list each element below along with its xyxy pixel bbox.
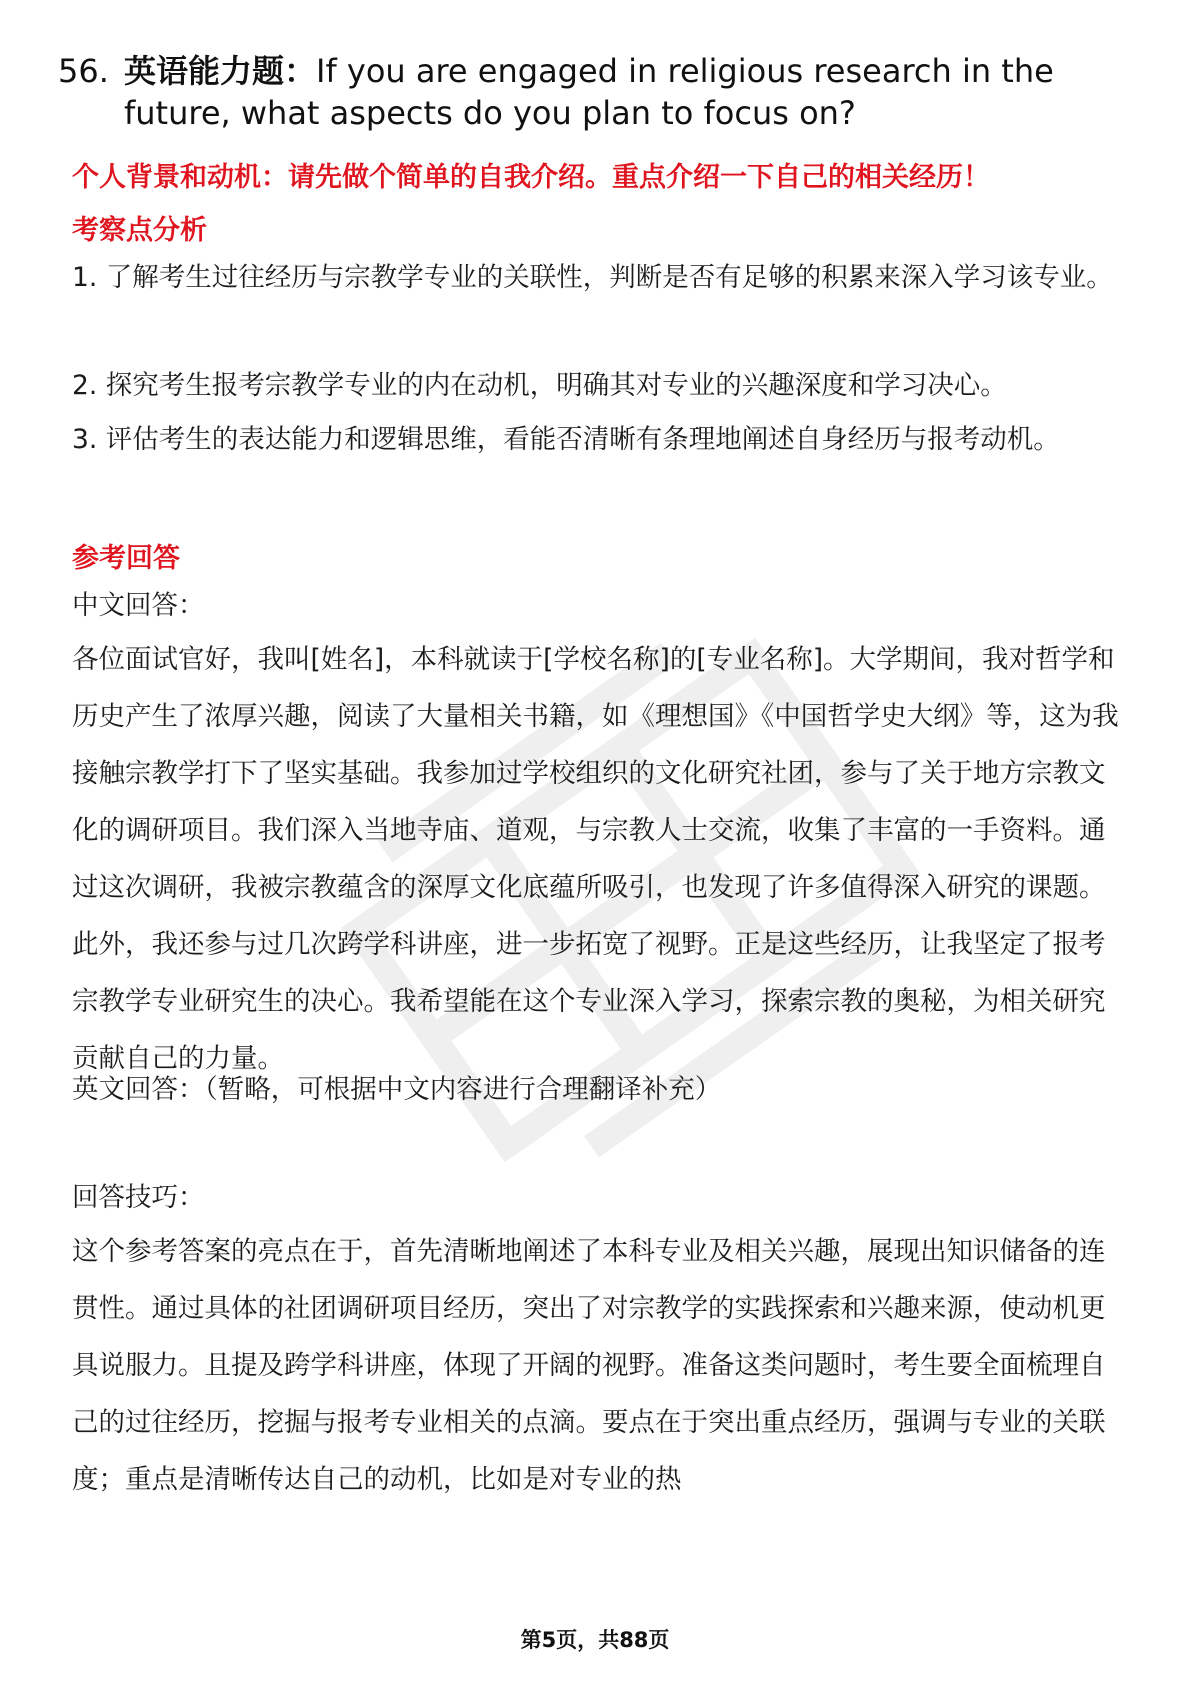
reference-heading: 参考回答	[72, 543, 180, 574]
analysis-item-2: 2. 探究考生报考宗教学专业的内在动机，明确其对专业的兴趣深度和学习决心。	[72, 370, 1007, 401]
analysis-item-1: 1. 了解考生过往经历与宗教学专业的关联性，判断是否有足够的积累来深入学习该专业。	[72, 262, 1113, 293]
analysis-heading: 考察点分析	[72, 215, 207, 246]
question-body	[124, 50, 1118, 134]
page-footer: 第5页，共88页	[520, 1628, 670, 1652]
tips-label: 回答技巧：	[72, 1182, 205, 1213]
question-text: If you are engaged in religious research in the future, what aspects do you plan to focus on?	[124, 52, 1054, 132]
chinese-answer-text: 各位面试官好，我叫[姓名]，本科就读于[学校名称]的[专业名称]。大学期间，我对哲学和历史产生了浓厚兴趣，阅读了大量相关书籍，如《理想国》《中国哲学史大纲》等，这为我接触宗教学打下了坚实基础。我参加过学校组织的文化研究社团，参与了关于地方宗教文化的调研项目。我们深入当地寺庙、道观，与宗教人士交流，收集了丰富的一手资料。通过这次调研，我被宗教蕴含的深厚文化底蕴所吸引，也发现了许多值得深入研究的课题。此外，我还参与过几次跨学科讲座，进一步拓宽了视野。正是这些经历，让我坚定了报考宗教学专业研究生的决心。我希望能在这个专业深入学习，探索宗教的奥秘，为相关研究贡献自己的力量。	[72, 644, 1119, 1074]
tips-text: 这个参考答案的亮点在于，首先清晰地阐述了本科专业及相关兴趣，展现出知识储备的连贯性。通过具体的社团调研项目经历，突出了对宗教学的实践探索和兴趣来源，使动机更具说服力。且提及跨学科讲座，体现了开阔的视野。准备这类问题时，考生要全面梳理自己的过往经历，挖掘与报考专业相关的点滴。要点在于突出重点经历，强调与专业的关联度；重点是清晰传达自己的动机，比如是对专业的热	[72, 1236, 1106, 1495]
chinese-answer-label: 中文回答：	[72, 590, 205, 621]
english-answer-label: 英文回答：（暂略，可根据中文内容进行合理翻译补充）	[72, 1074, 722, 1105]
background-heading: 个人背景和动机：请先做个简单的自我介绍。重点介绍一下自己的相关经历！	[72, 162, 990, 193]
question-number: 56.	[58, 52, 109, 90]
question-title	[58, 50, 1118, 134]
analysis-item-3: 3. 评估考生的表达能力和逻辑思维，看能否清晰有条理地阐述自身经历与报考动机。	[72, 424, 1060, 455]
question-category: 英语能力题：	[124, 52, 317, 90]
